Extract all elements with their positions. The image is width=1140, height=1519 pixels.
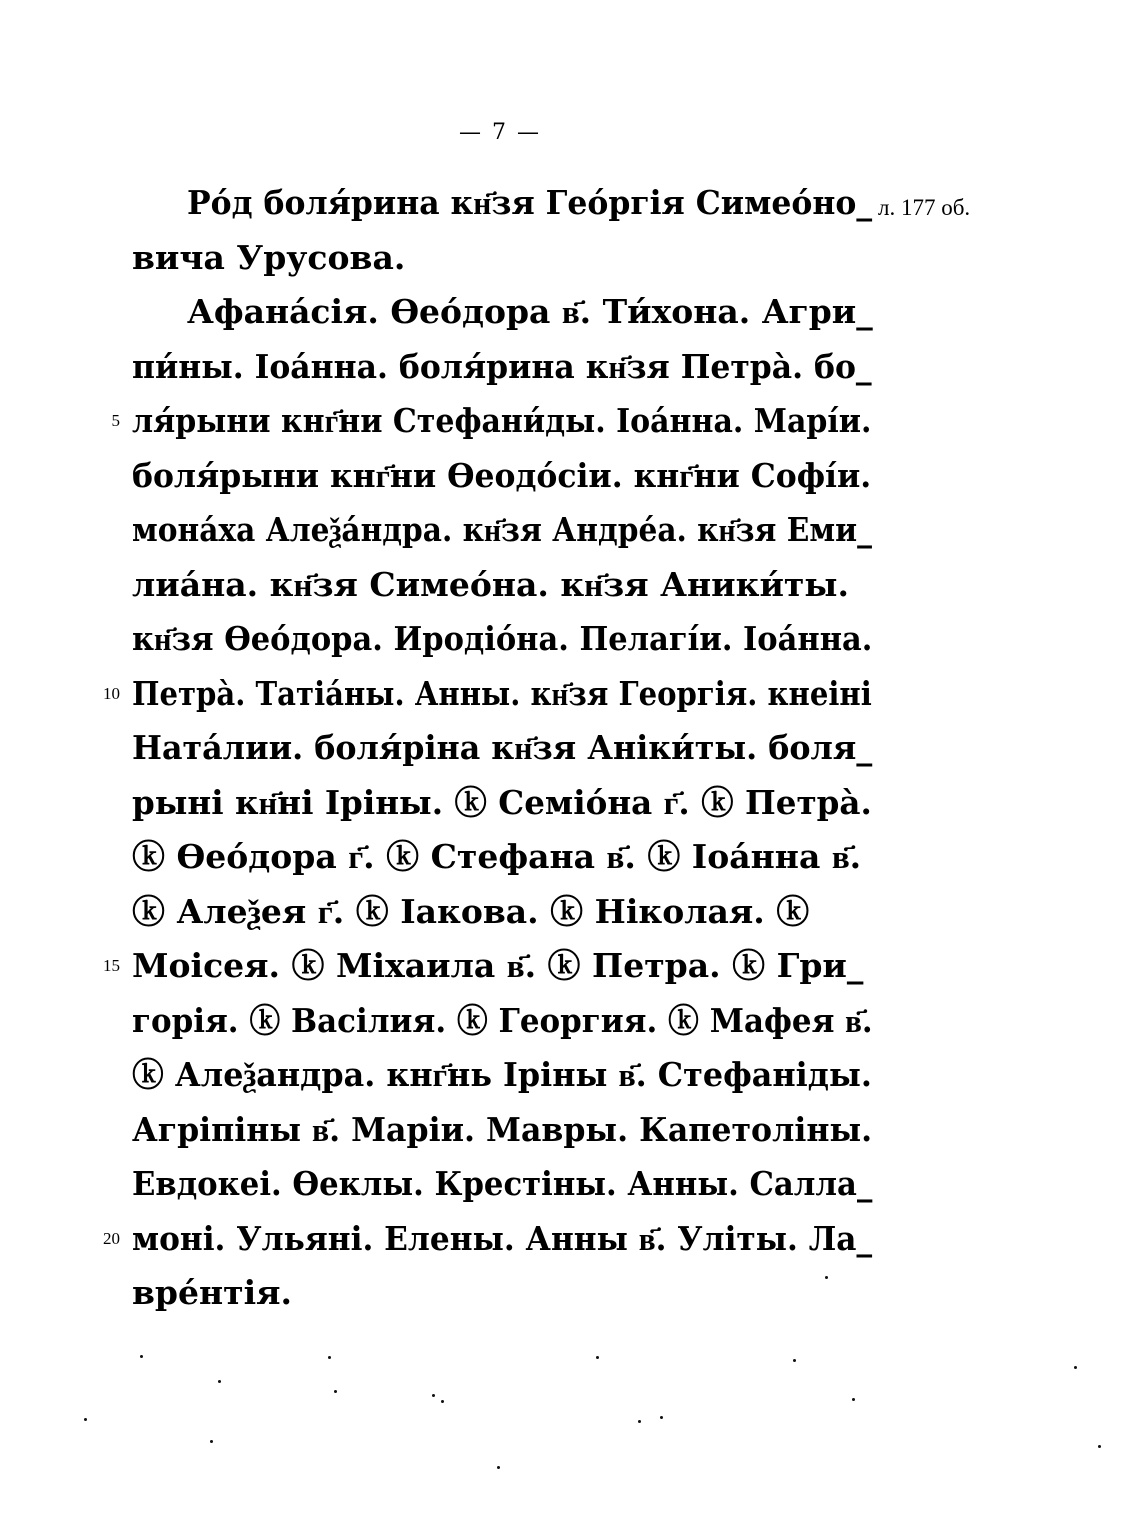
line-text: ⓚ Ѳео́дора г҃. ⓚ Стефана в҃. ⓚ Іоа́нна в҃. bbox=[132, 837, 862, 876]
manuscript-text bbox=[103, 176, 873, 1321]
text-line bbox=[132, 340, 872, 395]
text-line bbox=[132, 1266, 872, 1321]
line-text: мона́ха Алеѯа́ндра. кн҃зя Андре́а. кн҃зя Еми_ bbox=[132, 510, 872, 549]
text-line bbox=[132, 176, 872, 231]
line-text: рыні кн҃ні Іріны. ⓚ Семіо́на г҃. ⓚ Петра̀. bbox=[132, 782, 872, 822]
text-line bbox=[132, 558, 872, 613]
text-line bbox=[132, 885, 872, 940]
text-line bbox=[132, 721, 872, 776]
text-line bbox=[111, 394, 872, 449]
line-text: моні. Ульяні. Елены. Анны в҃. Уліты. Ла_ bbox=[132, 1218, 873, 1258]
line-text: Моісея. ⓚ Міхаила в҃. ⓚ Петра. ⓚ Гри_ bbox=[132, 946, 864, 985]
line-text: вре́нтія. bbox=[132, 1273, 293, 1312]
line-text: пи́ны. Іоа́нна. боля́рина кн҃зя Петра̀. бо_ bbox=[132, 346, 872, 386]
line-text: Ро́д боля́рина кн҃зя Гео́ргія Симео́но_ bbox=[187, 183, 873, 222]
text-line bbox=[132, 776, 872, 831]
line-text: ⓚ Алеѯея г҃. ⓚ Іакова. ⓚ Ніколая. ⓚ bbox=[132, 891, 810, 931]
line-number: 10 bbox=[103, 683, 120, 703]
text-line bbox=[103, 939, 872, 994]
text-line bbox=[132, 830, 872, 885]
line-text: Агріпіны в҃. Маріи. Мавры. Капетоліны. bbox=[132, 1109, 873, 1149]
text-line bbox=[132, 231, 872, 286]
text-line bbox=[132, 449, 872, 504]
line-text: ⓚ Алеѯандра. кнг҃нь Іріны в҃. Стефаніды. bbox=[132, 1055, 872, 1094]
line-text: Петра̀. Татіа́ны. Анны. кн҃зя Георгія. кнеіні bbox=[132, 673, 872, 713]
line-text: Евдокеі. Ѳеклы. Крестіны. Анны. Салла_ bbox=[132, 1164, 873, 1203]
text-line bbox=[132, 1157, 872, 1212]
text-line bbox=[132, 612, 872, 667]
line-number: 5 bbox=[111, 411, 120, 430]
line-text: Ната́лии. боля́ріна кн҃зя Аніки́ты. боля_ bbox=[132, 728, 873, 767]
line-text: боля́рыни кнг҃ни Ѳеодо́сіи. кнг҃ни Софі́и. bbox=[132, 455, 872, 495]
text-line bbox=[132, 994, 872, 1049]
page-number: — 7 — bbox=[459, 120, 541, 145]
line-text: ля́рыни кнг҃ни Стефани́ды. Іоа́нна. Марі́и. bbox=[132, 401, 872, 440]
text-line bbox=[132, 1048, 872, 1103]
line-number: 15 bbox=[103, 956, 120, 975]
folio-reference: л. 177 об. bbox=[878, 195, 971, 220]
text-line bbox=[132, 503, 872, 558]
line-text: горія. ⓚ Васілия. ⓚ Георгия. ⓚ Мафея в҃. bbox=[132, 1000, 873, 1040]
text-line bbox=[132, 285, 872, 340]
line-number: 20 bbox=[103, 1228, 120, 1248]
line-text: вича Урусова. bbox=[132, 237, 406, 277]
text-line bbox=[103, 667, 872, 722]
line-text: лиа́на. кн҃зя Симео́на. кн҃зя Аники́ты. bbox=[132, 564, 849, 604]
text-line bbox=[132, 1103, 872, 1158]
text-line bbox=[103, 1212, 873, 1267]
line-text: Афана́сія. Ѳео́дора в҃. Ти́хона. Агри_ bbox=[187, 292, 873, 331]
line-text: кн҃зя Ѳео́дора. Иродіо́на. Пелагі́и. Іоа́нна. bbox=[132, 619, 873, 658]
